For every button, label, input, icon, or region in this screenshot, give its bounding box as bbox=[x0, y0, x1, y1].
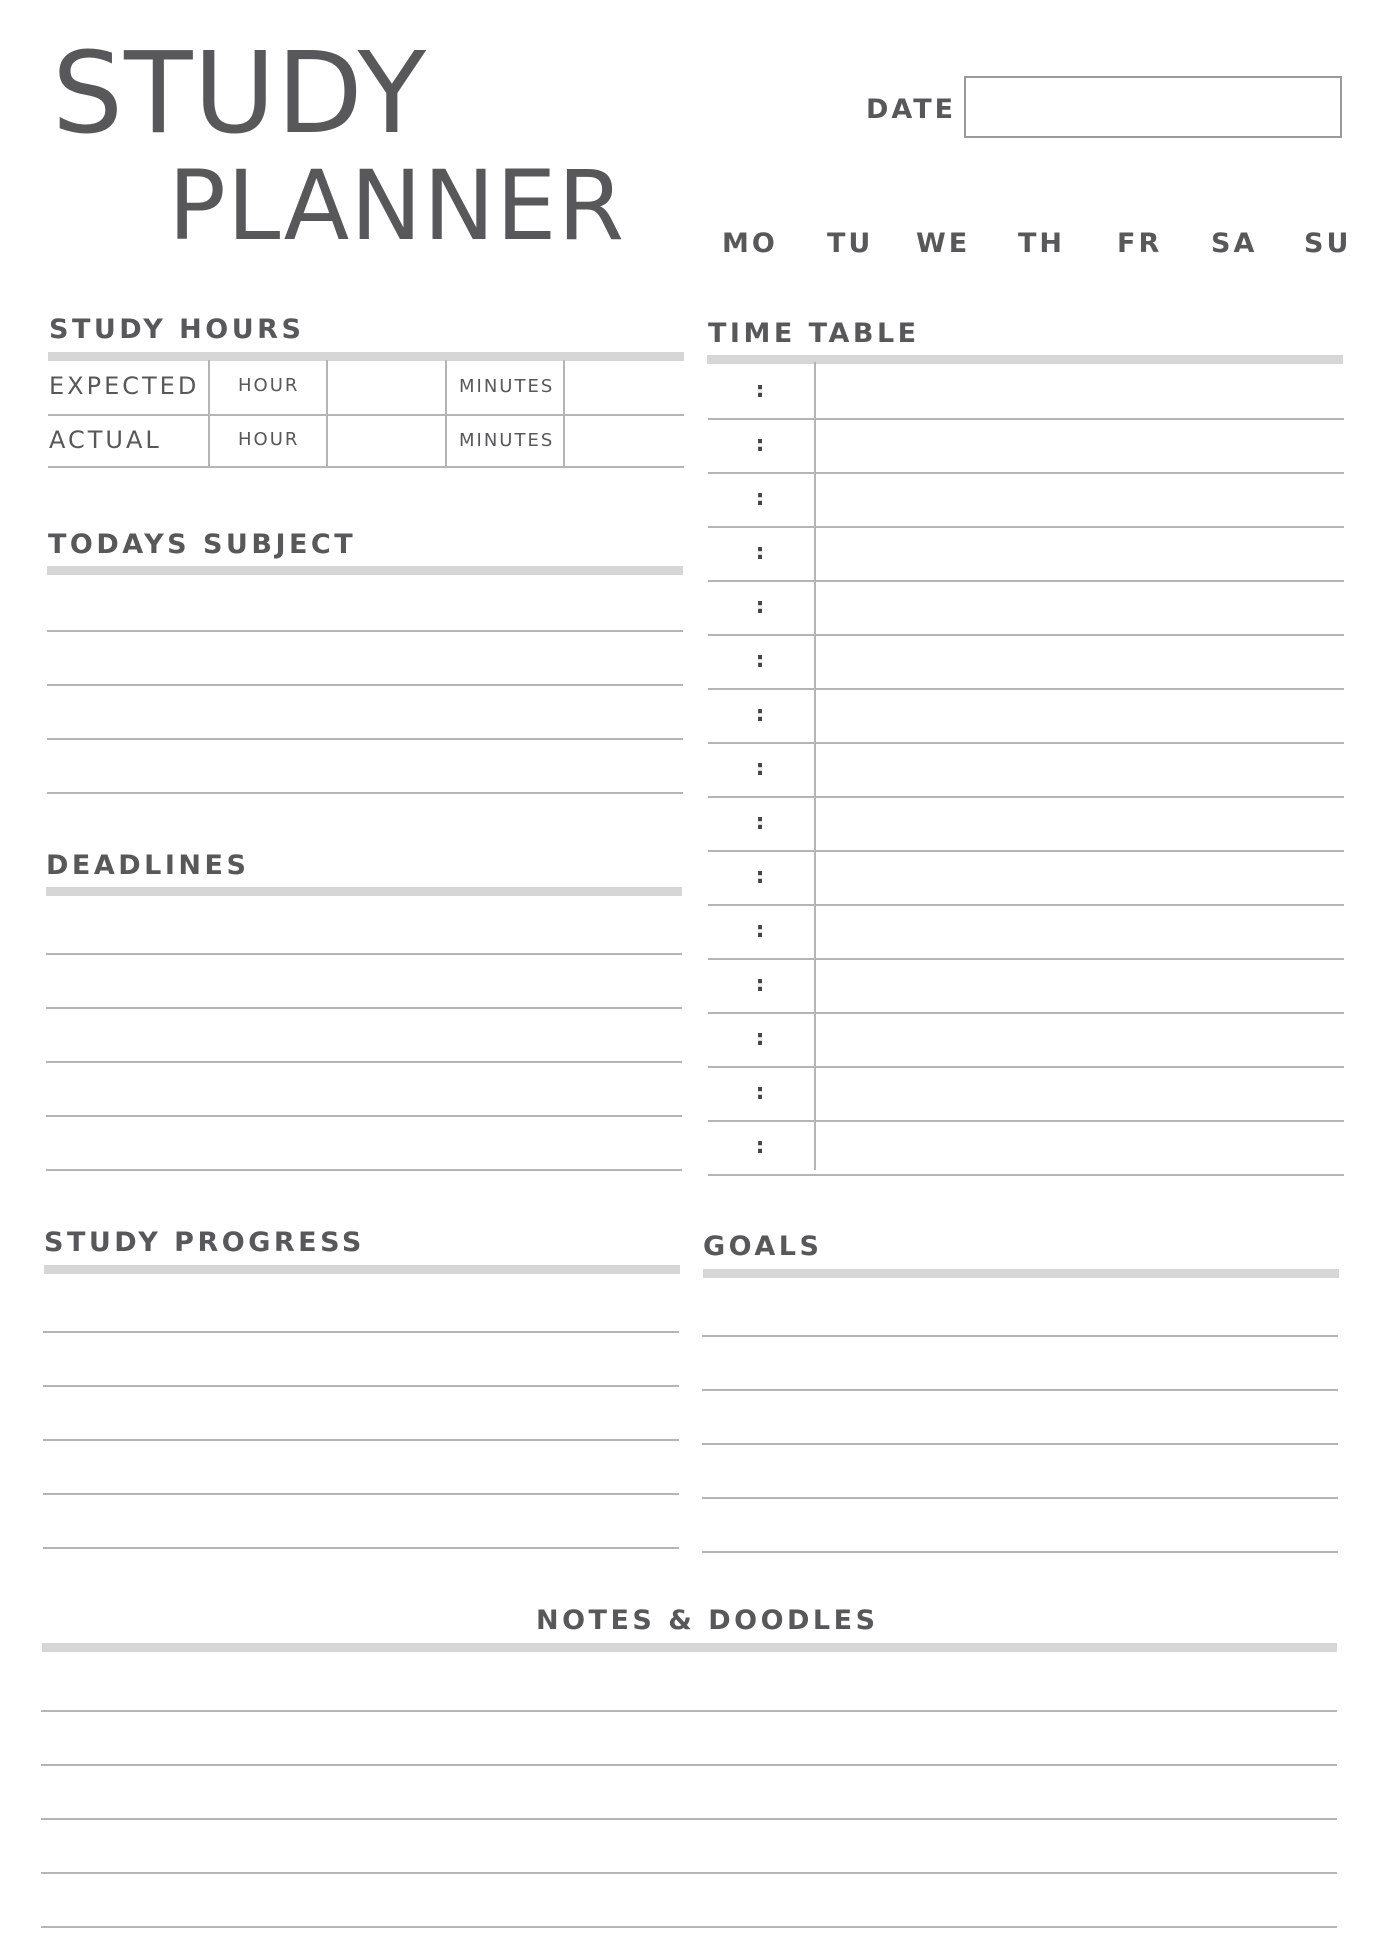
todays-subject-rule bbox=[47, 630, 683, 632]
time-slot-colon: : bbox=[755, 378, 765, 403]
date-field[interactable] bbox=[964, 76, 1342, 138]
study-hours-col-divider bbox=[326, 360, 328, 468]
time-slot-time[interactable] bbox=[708, 422, 812, 466]
time-slot-entry[interactable] bbox=[818, 1070, 1342, 1114]
study-progress-rule bbox=[43, 1439, 679, 1441]
time-slot-rule bbox=[708, 1120, 1344, 1122]
time-table-bar bbox=[707, 355, 1343, 364]
time-slot-time[interactable] bbox=[708, 584, 812, 628]
time-slot-colon: : bbox=[755, 1026, 765, 1051]
study-hours-bar bbox=[48, 352, 684, 361]
goal-line[interactable] bbox=[702, 1347, 1338, 1391]
todays-subject-rule bbox=[47, 738, 683, 740]
notes-rule bbox=[41, 1926, 1337, 1928]
notes-bar bbox=[42, 1643, 1337, 1652]
time-slot-entry[interactable] bbox=[818, 962, 1342, 1006]
todays-subject-line[interactable] bbox=[47, 642, 683, 686]
time-slot-colon: : bbox=[755, 594, 765, 619]
study-progress-line[interactable] bbox=[43, 1397, 679, 1441]
goal-rule bbox=[702, 1335, 1338, 1337]
time-slot-rule bbox=[708, 742, 1344, 744]
goal-line[interactable] bbox=[702, 1401, 1338, 1445]
todays-subject-rule bbox=[47, 792, 683, 794]
expected-minutes-label: MINUTES bbox=[459, 376, 555, 397]
notes-rule bbox=[41, 1818, 1337, 1820]
study-progress-line[interactable] bbox=[43, 1289, 679, 1333]
time-slot-rule bbox=[708, 580, 1344, 582]
time-table-col-divider bbox=[814, 362, 816, 1170]
deadline-line[interactable] bbox=[46, 965, 682, 1009]
time-slot-entry[interactable] bbox=[818, 638, 1342, 682]
time-slot-colon: : bbox=[755, 540, 765, 565]
time-slot-entry[interactable] bbox=[818, 1124, 1342, 1168]
study-hours-col-divider bbox=[563, 360, 565, 468]
study-hours-title: STUDY HOURS bbox=[49, 314, 305, 345]
study-hours-col-divider bbox=[208, 360, 210, 468]
weekday-fr[interactable]: FR bbox=[1117, 228, 1163, 259]
time-slot-colon: : bbox=[755, 1134, 765, 1159]
page-title-planner: PLANNER bbox=[168, 150, 626, 262]
expected-hour-label: HOUR bbox=[238, 375, 300, 396]
time-slot-colon: : bbox=[755, 432, 765, 457]
deadline-line[interactable] bbox=[46, 1073, 682, 1117]
time-slot-time[interactable] bbox=[708, 1124, 812, 1168]
time-slot-entry[interactable] bbox=[818, 422, 1342, 466]
time-slot-rule bbox=[708, 1174, 1344, 1176]
time-slot-entry[interactable] bbox=[818, 530, 1342, 574]
time-slot-rule bbox=[708, 526, 1344, 528]
notes-title: NOTES & DOODLES bbox=[536, 1605, 879, 1636]
notes-rule bbox=[41, 1764, 1337, 1766]
goal-rule bbox=[702, 1389, 1338, 1391]
time-slot-time[interactable] bbox=[708, 1016, 812, 1060]
expected-label: EXPECTED bbox=[49, 372, 200, 400]
time-slot-rule bbox=[708, 796, 1344, 798]
time-slot-time[interactable] bbox=[708, 854, 812, 898]
time-slot-time[interactable] bbox=[708, 638, 812, 682]
time-slot-time[interactable] bbox=[708, 962, 812, 1006]
time-slot-entry[interactable] bbox=[818, 476, 1342, 520]
goal-line[interactable] bbox=[702, 1455, 1338, 1499]
time-slot-time[interactable] bbox=[708, 692, 812, 736]
time-slot-rule bbox=[708, 418, 1344, 420]
study-progress-rule bbox=[43, 1547, 679, 1549]
deadline-rule bbox=[46, 953, 682, 955]
time-slot-rule bbox=[708, 1066, 1344, 1068]
actual-minutes-label: MINUTES bbox=[459, 430, 555, 451]
notes-line[interactable] bbox=[41, 1830, 1337, 1874]
deadline-rule bbox=[46, 1007, 682, 1009]
time-slot-time[interactable] bbox=[708, 368, 812, 412]
todays-subject-bar bbox=[47, 566, 683, 575]
time-slot-entry[interactable] bbox=[818, 854, 1342, 898]
time-slot-entry[interactable] bbox=[818, 584, 1342, 628]
time-slot-colon: : bbox=[755, 810, 765, 835]
actual-hour-label: HOUR bbox=[238, 429, 300, 450]
time-slot-time[interactable] bbox=[708, 530, 812, 574]
goals-bar bbox=[703, 1269, 1339, 1278]
todays-subject-line[interactable] bbox=[47, 696, 683, 740]
notes-rule bbox=[41, 1710, 1337, 1712]
time-slot-time[interactable] bbox=[708, 1070, 812, 1114]
goal-line[interactable] bbox=[702, 1509, 1338, 1553]
study-progress-line[interactable] bbox=[43, 1505, 679, 1549]
weekday-sa[interactable]: SA bbox=[1211, 228, 1258, 259]
time-slot-entry[interactable] bbox=[818, 368, 1342, 412]
time-slot-colon: : bbox=[755, 864, 765, 889]
todays-subject-rule bbox=[47, 684, 683, 686]
weekday-su[interactable]: SU bbox=[1304, 228, 1352, 259]
time-slot-entry[interactable] bbox=[818, 746, 1342, 790]
deadline-line[interactable] bbox=[46, 1127, 682, 1171]
notes-line[interactable] bbox=[41, 1668, 1337, 1712]
todays-subject-title: TODAYS SUBJECT bbox=[48, 529, 357, 560]
time-slot-rule bbox=[708, 472, 1344, 474]
expected-minutes-input[interactable] bbox=[568, 362, 684, 412]
time-slot-rule bbox=[708, 688, 1344, 690]
todays-subject-line[interactable] bbox=[47, 750, 683, 794]
actual-label: ACTUAL bbox=[49, 426, 162, 454]
time-slot-time[interactable] bbox=[708, 476, 812, 520]
study-progress-rule bbox=[43, 1331, 679, 1333]
weekday-mo[interactable]: MO bbox=[722, 228, 778, 259]
goal-line[interactable] bbox=[702, 1293, 1338, 1337]
time-slot-rule bbox=[708, 958, 1344, 960]
study-hours-bottom-rule bbox=[48, 466, 684, 468]
time-slot-colon: : bbox=[755, 702, 765, 727]
notes-line[interactable] bbox=[41, 1722, 1337, 1766]
actual-hour-input[interactable] bbox=[330, 416, 446, 466]
time-slot-colon: : bbox=[755, 918, 765, 943]
deadline-rule bbox=[46, 1061, 682, 1063]
time-slot-colon: : bbox=[755, 486, 765, 511]
time-slot-entry[interactable] bbox=[818, 800, 1342, 844]
deadline-rule bbox=[46, 1169, 682, 1171]
deadlines-bar bbox=[46, 887, 682, 896]
time-slot-entry[interactable] bbox=[818, 1016, 1342, 1060]
deadline-line[interactable] bbox=[46, 1019, 682, 1063]
time-slot-rule bbox=[708, 904, 1344, 906]
study-progress-line[interactable] bbox=[43, 1451, 679, 1495]
time-table-title: TIME TABLE bbox=[708, 318, 920, 349]
time-slot-entry[interactable] bbox=[818, 908, 1342, 952]
page-title-study: STUDY bbox=[52, 29, 428, 159]
time-slot-time[interactable] bbox=[708, 746, 812, 790]
study-progress-bar bbox=[44, 1265, 680, 1274]
time-slot-colon: : bbox=[755, 756, 765, 781]
study-progress-title: STUDY PROGRESS bbox=[44, 1227, 365, 1258]
time-slot-colon: : bbox=[755, 972, 765, 997]
date-label: DATE bbox=[866, 94, 957, 125]
goal-rule bbox=[702, 1443, 1338, 1445]
time-slot-time[interactable] bbox=[708, 908, 812, 952]
study-progress-rule bbox=[43, 1385, 679, 1387]
expected-hour-input[interactable] bbox=[330, 362, 446, 412]
study-progress-rule bbox=[43, 1493, 679, 1495]
goal-rule bbox=[702, 1551, 1338, 1553]
notes-line[interactable] bbox=[41, 1776, 1337, 1820]
deadlines-title: DEADLINES bbox=[46, 850, 250, 881]
time-slot-rule bbox=[708, 850, 1344, 852]
time-slot-time[interactable] bbox=[708, 800, 812, 844]
time-slot-rule bbox=[708, 634, 1344, 636]
study-hours-col-divider bbox=[445, 360, 447, 468]
todays-subject-line[interactable] bbox=[47, 588, 683, 632]
goal-rule bbox=[702, 1497, 1338, 1499]
time-slot-rule bbox=[708, 1012, 1344, 1014]
study-progress-line[interactable] bbox=[43, 1343, 679, 1387]
deadline-line[interactable] bbox=[46, 911, 682, 955]
weekday-tu[interactable]: TU bbox=[827, 228, 874, 259]
time-slot-colon: : bbox=[755, 1080, 765, 1105]
time-slot-colon: : bbox=[755, 648, 765, 673]
notes-rule bbox=[41, 1872, 1337, 1874]
notes-line[interactable] bbox=[41, 1884, 1337, 1928]
weekday-th[interactable]: TH bbox=[1018, 228, 1066, 259]
time-slot-entry[interactable] bbox=[818, 692, 1342, 736]
weekday-we[interactable]: WE bbox=[916, 228, 971, 259]
goals-title: GOALS bbox=[703, 1231, 823, 1262]
deadline-rule bbox=[46, 1115, 682, 1117]
actual-minutes-input[interactable] bbox=[568, 416, 684, 466]
